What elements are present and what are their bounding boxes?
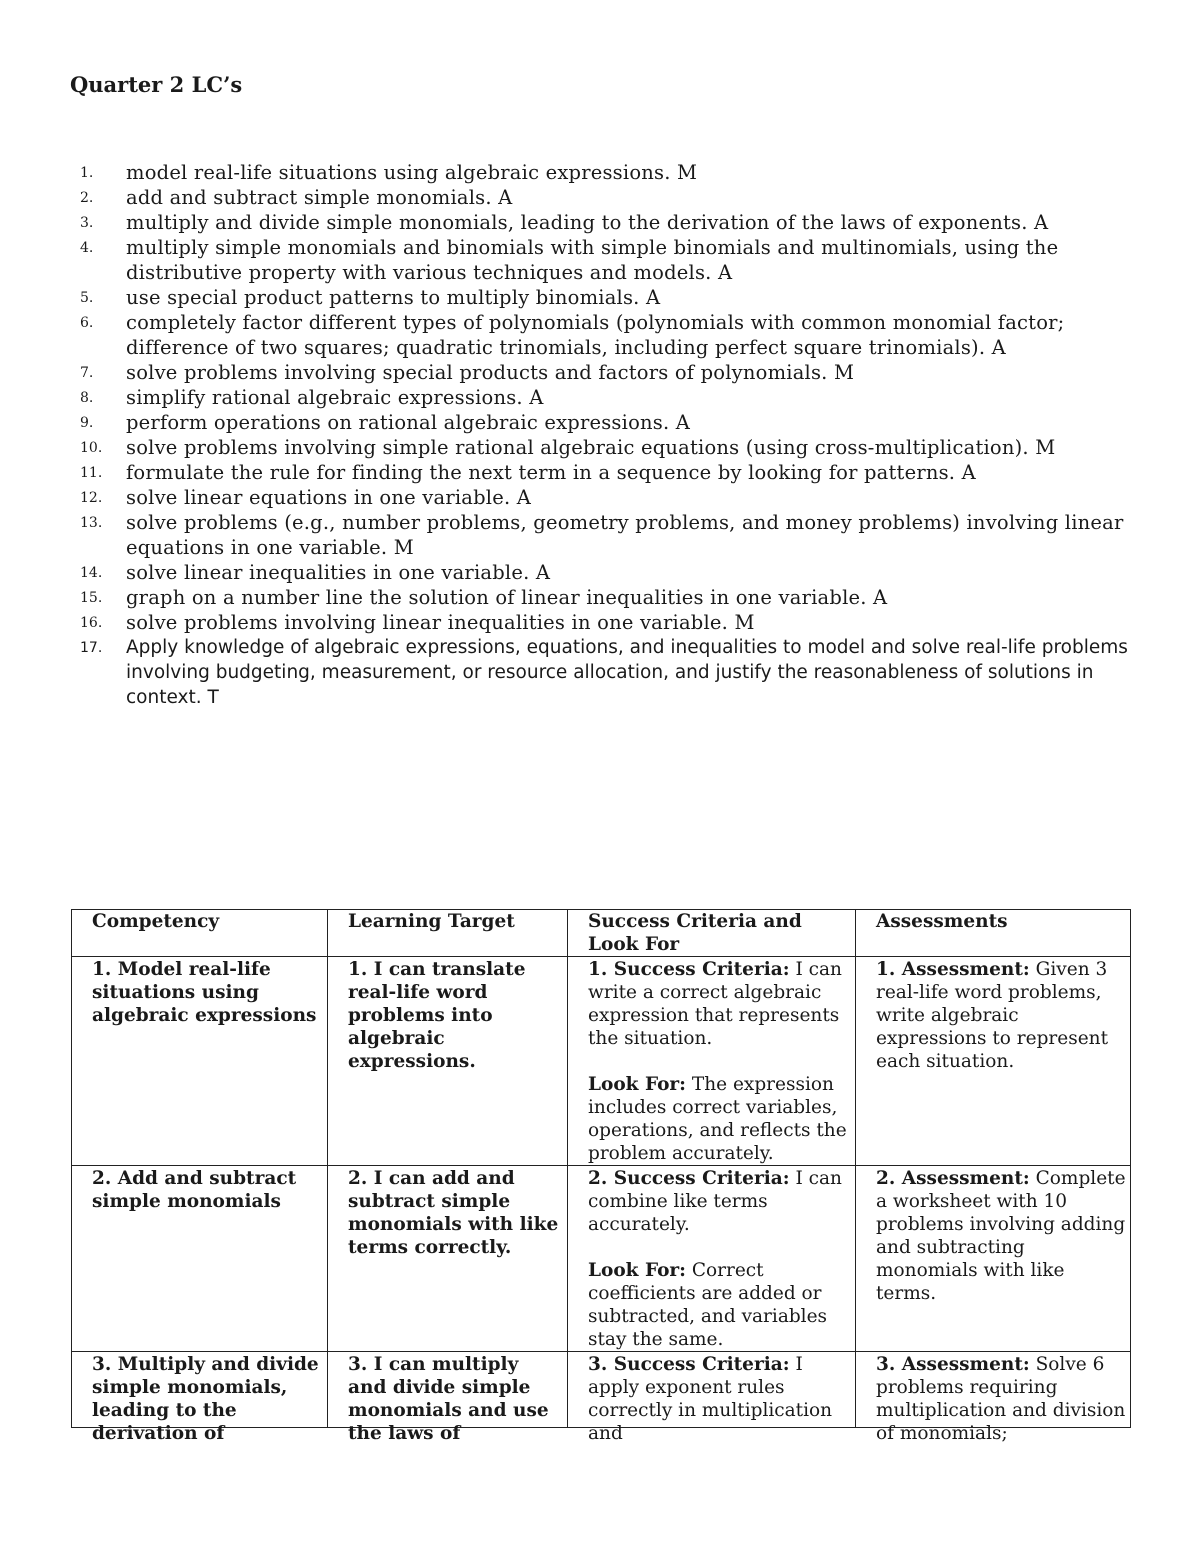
competency-list bbox=[70, 160, 1130, 710]
item-number: 1. bbox=[80, 165, 94, 181]
table-row bbox=[72, 1352, 1131, 1428]
item-text: solve linear inequalities in one variable. A bbox=[126, 561, 551, 584]
look-for-label: Look For: bbox=[588, 1260, 686, 1281]
item-text: solve problems involving special products and factors of polynomials. M bbox=[126, 361, 855, 384]
list-item bbox=[70, 385, 1130, 410]
list-item bbox=[70, 435, 1130, 460]
look-for-label: Look For: bbox=[588, 1074, 686, 1095]
success-criteria-label: 3. Success Criteria: bbox=[588, 1354, 790, 1375]
list-item bbox=[70, 235, 1130, 285]
item-text: model real-life situations using algebraic expressions. M bbox=[126, 161, 698, 184]
success-criteria-label: 1. Success Criteria: bbox=[588, 959, 790, 980]
competency-cell: 1. Model real-life situations using algebraic expressions bbox=[72, 957, 328, 1166]
assessment-text: Complete a worksheet with 10 problems involving adding and subtracting monomials with like terms. bbox=[876, 1168, 1126, 1304]
item-number: 15. bbox=[80, 590, 103, 606]
header-assessments: Assessments bbox=[856, 910, 1131, 957]
item-number: 13. bbox=[80, 515, 103, 531]
success-criteria-label: 2. Success Criteria: bbox=[588, 1168, 790, 1189]
assessment-text: Given 3 real-life word problems, write algebraic expressions to represent each situation. bbox=[876, 959, 1109, 1072]
page-title: Quarter 2 LC’s bbox=[70, 72, 243, 97]
list-item bbox=[70, 560, 1130, 585]
item-text: multiply simple monomials and binomials with simple binomials and multinomials, using the distributive property with various techniques and models. A bbox=[126, 236, 1059, 284]
item-number: 4. bbox=[80, 240, 94, 256]
item-number: 16. bbox=[80, 615, 103, 631]
competency-cell: 2. Add and subtract simple monomials bbox=[72, 1166, 328, 1352]
learning-target-cell: 1. I can translate real-life word problems into algebraic expressions. bbox=[328, 957, 568, 1166]
assessment-label: 3. Assessment: bbox=[876, 1354, 1030, 1375]
list-item bbox=[70, 610, 1130, 635]
item-text: Apply knowledge of algebraic expressions, equations, and inequalities to model and solve real-life problems involving budgeting, measurement, or resource allocation, and justify the reasonableness of solutions in context. T bbox=[126, 637, 1128, 708]
look-for bbox=[588, 1259, 851, 1351]
item-number: 8. bbox=[80, 390, 94, 406]
assessment-label: 1. Assessment: bbox=[876, 959, 1030, 980]
success-criteria-cell bbox=[568, 1352, 856, 1444]
item-number: 5. bbox=[80, 290, 94, 306]
success-criteria-cell bbox=[568, 1166, 856, 1352]
list-item bbox=[70, 585, 1130, 610]
list-item bbox=[70, 510, 1130, 560]
list-item bbox=[70, 485, 1130, 510]
item-text: solve problems involving linear inequalities in one variable. M bbox=[126, 611, 755, 634]
look-for-text: Correct coefficients are added or subtracted, and variables stay the same. bbox=[588, 1260, 828, 1350]
assessment-label: 2. Assessment: bbox=[876, 1168, 1030, 1189]
list-item bbox=[70, 460, 1130, 485]
header-success-criteria: Success Criteria and Look For bbox=[568, 910, 856, 957]
item-number: 17. bbox=[80, 640, 103, 656]
item-text: solve linear equations in one variable. A bbox=[126, 486, 532, 509]
item-text: graph on a number line the solution of linear inequalities in one variable. A bbox=[126, 586, 888, 609]
list-item bbox=[70, 160, 1130, 185]
item-number: 10. bbox=[80, 440, 103, 456]
learning-target-cell: 2. I can add and subtract simple monomials with like terms correctly. bbox=[328, 1166, 568, 1352]
list-item bbox=[70, 635, 1130, 710]
item-text: solve problems (e.g., number problems, geometry problems, and money problems) involving linear equations in one variable. M bbox=[126, 511, 1124, 559]
item-number: 2. bbox=[80, 190, 94, 206]
item-text: perform operations on rational algebraic expressions. A bbox=[126, 411, 691, 434]
header-learning-target: Learning Target bbox=[328, 910, 568, 957]
list-item bbox=[70, 360, 1130, 385]
item-text: solve problems involving simple rational algebraic equations (using cross-multiplication). M bbox=[126, 436, 1056, 459]
look-for-text: The expression includes correct variables, operations, and reflects the problem accurately. bbox=[588, 1074, 847, 1164]
learning-target-text: 3. I can multiply and divide simple monomials and use the laws of bbox=[348, 1354, 549, 1444]
success-criteria bbox=[588, 1167, 851, 1236]
item-number: 7. bbox=[80, 365, 94, 381]
item-number: 6. bbox=[80, 315, 94, 331]
item-text: simplify rational algebraic expressions. A bbox=[126, 386, 544, 409]
success-criteria bbox=[588, 1353, 851, 1444]
item-text: multiply and divide simple monomials, leading to the derivation of the laws of exponents. A bbox=[126, 211, 1049, 234]
success-criteria-text: I can write a correct algebraic expression that represents the situation. bbox=[588, 959, 842, 1049]
assessment-cell bbox=[856, 957, 1131, 1166]
item-number: 3. bbox=[80, 215, 94, 231]
look-for bbox=[588, 1073, 851, 1165]
success-criteria-text: I apply exponent rules correctly in multiplication and bbox=[588, 1354, 833, 1444]
competency-text: 3. Multiply and divide simple monomials, leading to the derivation of bbox=[92, 1354, 319, 1444]
list-item bbox=[70, 210, 1130, 235]
table-header-row bbox=[72, 910, 1131, 957]
assessment-cell bbox=[856, 1166, 1131, 1352]
item-number: 9. bbox=[80, 415, 94, 431]
header-competency: Competency bbox=[72, 910, 328, 957]
competency-table bbox=[71, 909, 1131, 1444]
success-criteria-cell bbox=[568, 957, 856, 1166]
success-criteria-text: I can combine like terms accurately. bbox=[588, 1168, 842, 1235]
success-criteria bbox=[588, 958, 851, 1050]
assessment bbox=[876, 1353, 1126, 1444]
list-item bbox=[70, 410, 1130, 435]
list-item bbox=[70, 310, 1130, 360]
item-text: completely factor different types of polynomials (polynomials with common monomial factor; difference of two squares; quadratic trinomials, including perfect square trinomials). A bbox=[126, 311, 1065, 359]
item-text: formulate the rule for finding the next term in a sequence by looking for patterns. A bbox=[126, 461, 976, 484]
item-number: 12. bbox=[80, 490, 103, 506]
assessment-cell bbox=[856, 1352, 1131, 1444]
competency-cell bbox=[72, 1352, 328, 1444]
item-number: 11. bbox=[80, 465, 103, 481]
learning-target-cell bbox=[328, 1352, 568, 1444]
item-text: use special product patterns to multiply binomials. A bbox=[126, 286, 661, 309]
assessment-text: Solve 6 problems requiring multiplication and division of monomials; bbox=[876, 1354, 1126, 1444]
item-number: 14. bbox=[80, 565, 103, 581]
table-row bbox=[72, 957, 1131, 1166]
item-text: add and subtract simple monomials. A bbox=[126, 186, 513, 209]
list-item bbox=[70, 185, 1130, 210]
list-item bbox=[70, 285, 1130, 310]
table-row bbox=[72, 1166, 1131, 1352]
